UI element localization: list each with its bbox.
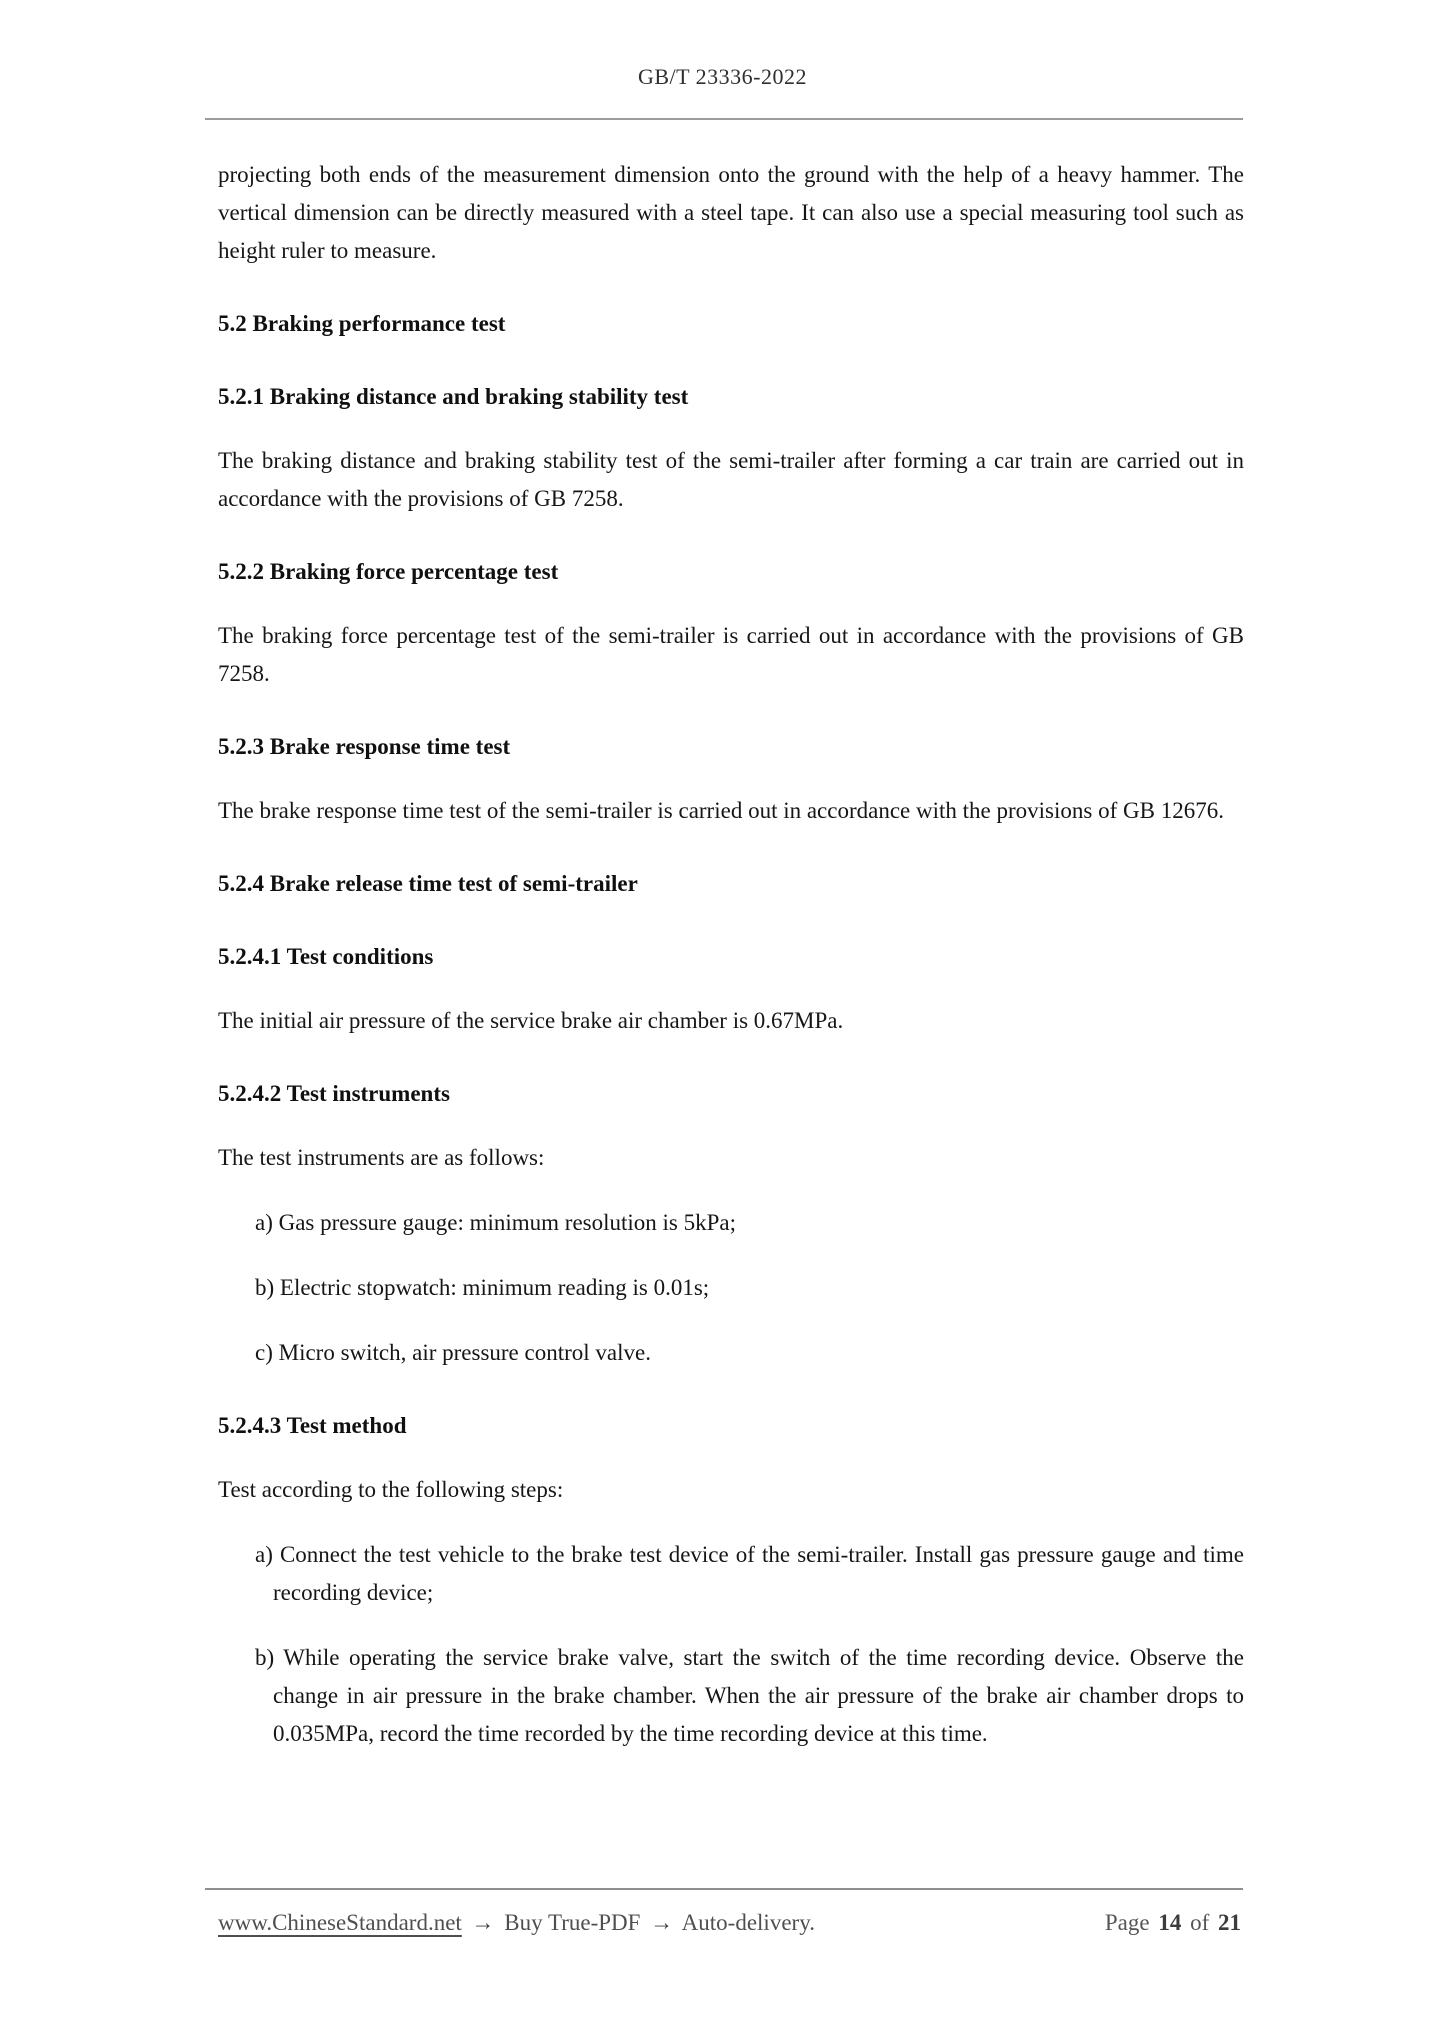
section-heading-5-2-3: 5.2.3 Brake response time test	[218, 734, 511, 759]
doc-number: GB/T 23336-2022	[637, 64, 808, 89]
paragraph-braking-distance: The braking distance and braking stability test of the semi-trailer after forming a car train are carried out in accordance with the provisions of GB 7258.	[218, 448, 1244, 511]
list-item-step-b: b) While operating the service brake valve, start the switch of the time recording device. Observe the change in air pressure in the brake chamber. When the air pressure of the brake air chamber drops to 0.035MPa, record the time recorded by the time recording device at this time.	[255, 1645, 1244, 1746]
section-heading-5-2-1: 5.2.1 Braking distance and braking stability test	[218, 384, 689, 409]
arrow-right-icon: →	[650, 1910, 674, 1935]
total-pages-number: 21	[1218, 1910, 1241, 1935]
list-item-gas-pressure-gauge: a) Gas pressure gauge: minimum resolution is 5kPa;	[255, 1210, 737, 1235]
paragraph-test-conditions: The initial air pressure of the service brake air chamber is 0.67MPa.	[218, 1008, 844, 1033]
paragraph-test-steps-intro: Test according to the following steps:	[218, 1477, 564, 1502]
list-item-electric-stopwatch: b) Electric stopwatch: minimum reading is 0.01s;	[255, 1275, 710, 1300]
section-heading-5-2: 5.2 Braking performance test	[218, 311, 506, 336]
current-page-number: 14	[1158, 1910, 1182, 1935]
header-divider	[205, 118, 1243, 120]
paragraph-measurement: projecting both ends of the measurement dimension onto the ground with the help of a heavy hammer. The vertical dimension can be directly measured with a steel tape. It can also use a special measuring tool such as height ruler to measure.	[218, 162, 1244, 263]
footer-delivery-text: Auto-delivery.	[681, 1910, 815, 1935]
list-item-step-a: a) Connect the test vehicle to the brake test device of the semi-trailer. Install gas pressure gauge and time recording device;	[255, 1542, 1244, 1605]
footer-divider	[205, 1888, 1243, 1890]
paragraph-braking-force: The braking force percentage test of the semi-trailer is carried out in accordance with the provisions of GB 7258.	[218, 623, 1244, 686]
list-item-micro-switch: c) Micro switch, air pressure control valve.	[255, 1340, 651, 1365]
section-heading-5-2-2: 5.2.2 Braking force percentage test	[218, 559, 559, 584]
document-body	[218, 156, 1244, 1753]
section-heading-5-2-4: 5.2.4 Brake release time test of semi-trailer	[218, 871, 638, 896]
page-header	[0, 64, 1445, 90]
section-heading-5-2-4-2: 5.2.4.2 Test instruments	[218, 1081, 450, 1106]
section-heading-5-2-4-3: 5.2.4.3 Test method	[218, 1413, 407, 1438]
paragraph-test-instruments-intro: The test instruments are as follows:	[218, 1145, 545, 1170]
footer-info	[218, 1904, 815, 1942]
paragraph-brake-response: The brake response time test of the semi-trailer is carried out in accordance with the provisions of GB 12676.	[218, 798, 1224, 823]
arrow-right-icon: →	[471, 1910, 495, 1935]
site-link[interactable]: www.ChineseStandard.net	[218, 1910, 462, 1935]
of-word: of	[1190, 1910, 1210, 1935]
section-heading-5-2-4-1: 5.2.4.1 Test conditions	[218, 944, 434, 969]
footer-buy-text: Buy True-PDF	[504, 1910, 641, 1935]
page-indicator	[1105, 1904, 1244, 1942]
page-footer	[218, 1904, 1244, 1942]
page-word: Page	[1104, 1910, 1150, 1935]
